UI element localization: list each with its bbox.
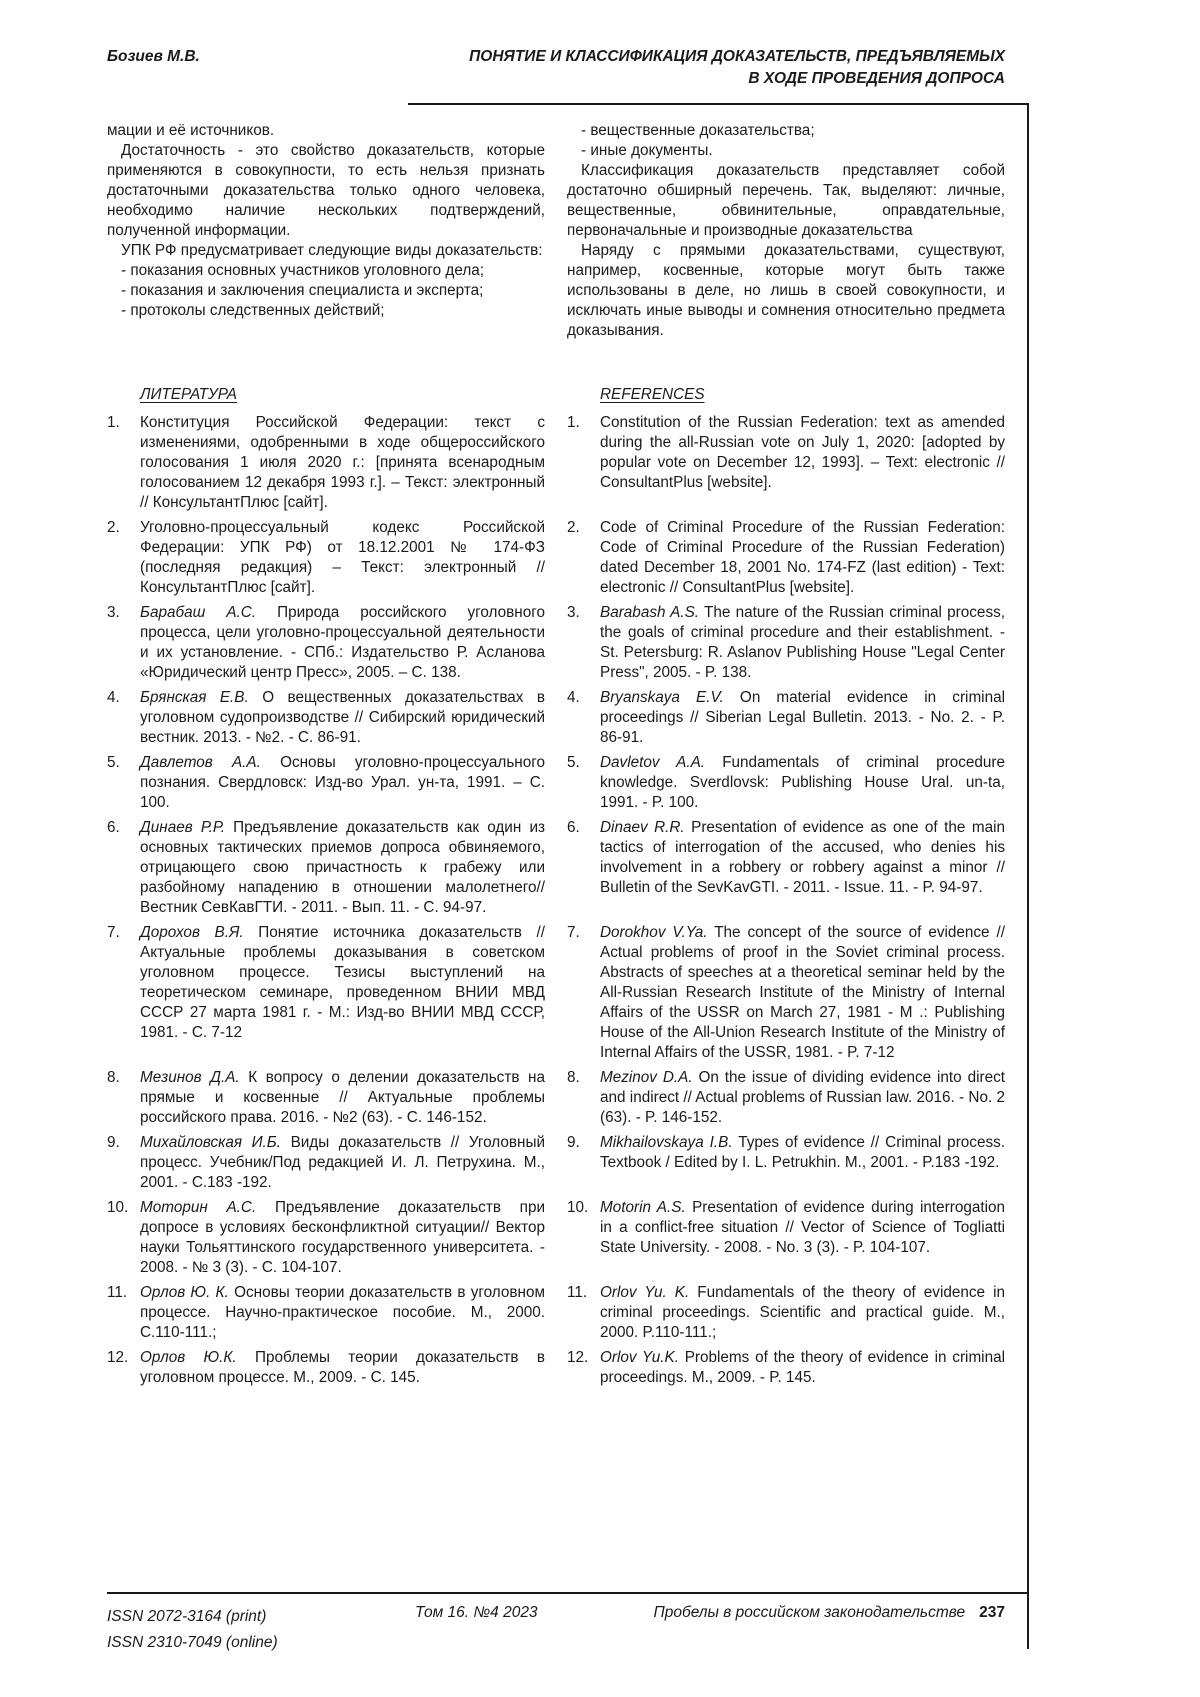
reference-number: 1. (107, 414, 120, 431)
reference-item-ru (107, 1283, 545, 1343)
reference-number: 5. (567, 754, 580, 771)
reference-number: 3. (567, 604, 580, 621)
reference-item-en (567, 1283, 1005, 1343)
reference-body (140, 923, 545, 1043)
left-column-intro (107, 121, 545, 341)
paragraph-direct-indirect: Наряду с прямыми доказательствами, существуют, например, косвенные, которые могут быть также использованы в деле, но лишь в своей совокупности, и исключать иные выводы и сомнения относительно предмета доказывания. (567, 242, 1005, 339)
reference-item-ru (107, 1133, 545, 1193)
reference-citation: The nature of the Russian criminal process, the goals of criminal procedure and their establishment. - St. Petersburg: R. Aslanov Publishing House "Legal Center Press", 2005. - P. 138. (600, 604, 1005, 681)
reference-body (600, 413, 1005, 493)
reference-item-en (567, 1133, 1005, 1173)
evidence-type-item: - показания основных участников уголовного дела; (121, 262, 485, 279)
reference-number: 2. (567, 519, 580, 536)
page-number: 237 (979, 1604, 1005, 1621)
reference-author: Bryanskaya E.V. (600, 689, 724, 706)
article-title-line-2: В ХОДЕ ПРОВЕДЕНИЯ ДОПРОСА (748, 70, 1005, 87)
reference-number: 1. (567, 414, 580, 431)
reference-number: 9. (107, 1134, 120, 1151)
reference-body (140, 413, 545, 513)
reference-citation: Problems of the theory of evidence in criminal proceedings. M., 2009. - P. 145. (600, 1349, 1005, 1386)
reference-number: 4. (567, 689, 580, 706)
reference-author: Davletov A.A. (600, 754, 706, 771)
reference-body (600, 1283, 1005, 1343)
reference-author: Орлов Ю.К. (140, 1349, 237, 1366)
reference-author: Барабаш А.С. (140, 604, 257, 621)
reference-number: 10. (567, 1199, 589, 1216)
reference-author: Михайловская И.Б. (140, 1134, 282, 1151)
reference-body (600, 1068, 1005, 1128)
reference-number: 6. (567, 819, 580, 836)
reference-body (140, 1133, 545, 1193)
reference-item-en (567, 1348, 1005, 1388)
reference-citation: On the issue of dividing evidence into direct and indirect // Actual problems of Russian law. 2016. - No. 2 (63). - P. 146-152. (600, 1069, 1005, 1126)
reference-item-en (567, 1068, 1005, 1128)
reference-body (600, 518, 1005, 598)
article-title-line-1: ПОНЯТИЕ И КЛАССИФИКАЦИЯ ДОКАЗАТЕЛЬСТВ, ПРЕДЪЯВЛЯЕМЫХ (469, 48, 1005, 65)
footer-rule (107, 1592, 1028, 1594)
reference-author: Dinaev R.R. (600, 819, 685, 836)
volume-info: Том 16. №4 2023 (415, 1604, 538, 1621)
reference-number: 6. (107, 819, 120, 836)
vertical-rule (1027, 103, 1029, 1649)
paragraph-upk: УПК РФ предусматривает следующие виды доказательств: (121, 242, 543, 259)
paragraph-continuation: мации и её источников. (107, 122, 275, 139)
issn-online: ISSN 2310-7049 (online) (107, 1634, 278, 1651)
reference-citation: Уголовно-процессуальный кодекс Российской Федерации: УПК РФ) от 18.12.2001 № 174-ФЗ (последняя редакция) – Текст: электронный // КонсультантПлюс [сайт]. (140, 519, 545, 596)
reference-body (600, 603, 1005, 683)
reference-citation: Code of Criminal Procedure of the Russian Federation: Code of Criminal Procedure of the Russian Federation) dated December 18, 2001 No. 174-FZ (last edition) - Text: electronic // ConsultantPlus [website]. (600, 519, 1005, 596)
reference-citation: The concept of the source of evidence // Actual problems of proof in the Soviet criminal process. Abstracts of speeches at a theoretical seminar held by the All-Russian Research Institute of the Ministry of Internal Affairs of the USSR on March 27, 1981 - M .: Publishing House of the All-Union Research Institute of the Ministry of Internal Affairs of the USSR, 1981. - P. 7-12 (600, 924, 1005, 1061)
intro-columns (107, 121, 1005, 341)
reference-item-en (567, 518, 1005, 598)
reference-item-ru (107, 1348, 545, 1388)
article-title (469, 46, 1005, 90)
reference-body (140, 753, 545, 813)
reference-author: Mikhailovskaya I.B. (600, 1134, 733, 1151)
reference-citation: К вопросу о делении доказательств на прямые и косвенные // Актуальные проблемы российского права. 2016. - №2 (63). - С. 146-152. (140, 1069, 545, 1126)
reference-body (140, 1283, 545, 1343)
page-header (107, 46, 1005, 90)
reference-number: 9. (567, 1134, 580, 1151)
reference-citation: Types of evidence // Criminal process. Textbook / Edited by I. L. Petrukhin. M., 2001. - P.183 -192. (600, 1134, 1005, 1171)
reference-body (140, 1068, 545, 1128)
reference-author: Дорохов В.Я. (140, 924, 244, 941)
reference-author: Motorin A.S. (600, 1199, 686, 1216)
reference-body (140, 1348, 545, 1388)
reference-number: 3. (107, 604, 120, 621)
reference-body (600, 753, 1005, 813)
reference-citation: Проблемы теории доказательств в уголовном процессе. М., 2009. - С. 145. (140, 1349, 545, 1386)
journal-name: Пробелы в российском законодательстве (653, 1604, 966, 1621)
reference-author: Orlov Yu. K. (600, 1284, 690, 1301)
reference-number: 8. (567, 1069, 580, 1086)
evidence-type-item: - протоколы следственных действий; (121, 302, 385, 319)
references-section (107, 341, 1005, 1393)
reference-number: 12. (567, 1349, 589, 1366)
reference-citation: Presentation of evidence as one of the main tactics of interrogation of the accused, who denies his involvement in a robbery or robbery against a minor // Bulletin of the SevKavGTI. - 2011. - Issue. 11. - P. 94-97. (600, 819, 1006, 896)
reference-number: 7. (107, 924, 120, 941)
reference-number: 12. (107, 1349, 129, 1366)
reference-citation: Fundamentals of the theory of evidence in criminal proceedings. Scientific and practical guide. M., 2000. P.110-111.; (600, 1284, 1005, 1341)
reference-body (600, 818, 1005, 898)
literature-heading: ЛИТЕРАТУРА (140, 386, 237, 403)
reference-citation: Понятие источника доказательств // Актуальные проблемы доказывания в советском уголовном процессе. Тезисы выступлений на теоретическом семинаре, проведенном ВНИИ МВД СССР 27 марта 1981 г. - М.: Изд-во ВНИИ МВД СССР, 1981. - С. 7-12 (140, 924, 546, 1041)
reference-item-ru (107, 1068, 545, 1128)
reference-body (600, 1348, 1005, 1388)
reference-item-en (567, 413, 1005, 493)
evidence-type-item: - вещественные доказательства; (581, 122, 815, 139)
reference-author: Динаев Р.Р. (140, 819, 225, 836)
reference-citation: Основы теории доказательств в уголовном процессе. Научно-практическое пособие. М., 2000. С.110-111.; (140, 1284, 545, 1341)
paragraph-sufficiency: Достаточность - это свойство доказательств, которые применяются в совокупности, то есть нельзя признать достаточными доказательства только одного человека, необходимо наличие нескольких подтверждений, полученной информации. (107, 142, 545, 239)
right-column-intro (567, 121, 1005, 341)
reference-number: 11. (567, 1284, 588, 1301)
reference-item-ru (107, 413, 545, 513)
reference-number: 2. (107, 519, 120, 536)
reference-item-ru (107, 518, 545, 598)
reference-body (600, 1133, 1005, 1173)
reference-item-ru (107, 818, 545, 918)
reference-citation: Presentation of evidence during interrogation in a conflict-free situation // Vector of Science of Togliatti State University. - 2008. - No. 3 (3). - P. 104-107. (600, 1199, 1005, 1256)
reference-item-ru (107, 1198, 545, 1278)
reference-author: Орлов Ю. К. (140, 1284, 229, 1301)
reference-item-ru (107, 923, 545, 1043)
author-name: Бозиев М.В. (107, 48, 200, 65)
reference-number: 7. (567, 924, 580, 941)
evidence-type-item: - показания и заключения специалиста и эксперта; (121, 282, 484, 299)
header-rule (408, 103, 1028, 105)
reference-body (600, 1198, 1005, 1258)
reference-number: 8. (107, 1069, 120, 1086)
reference-item-en (567, 923, 1005, 1063)
issn-block (107, 1604, 278, 1656)
reference-citation: Конституция Российской Федерации: текст с изменениями, одобренными в ходе общероссийского голосования 1 июля 2020 г.: [принята всенародным голосованием 12 декабря 1993 г.]. – Текст: электронный // КонсультантПлюс [сайт]. (140, 414, 545, 511)
reference-author: Давлетов А.А. (140, 754, 261, 771)
reference-number: 5. (107, 754, 120, 771)
reference-author: Mezinov D.A. (600, 1069, 693, 1086)
reference-body (600, 688, 1005, 748)
reference-citation: Виды доказательств // Уголовный процесс. Учебник/Под редакцией И. Л. Петрухина. М., 2001. - С.183 -192. (140, 1134, 545, 1191)
page-content (107, 121, 1005, 1393)
reference-item-ru (107, 603, 545, 683)
reference-item-en (567, 753, 1005, 813)
references-heading: REFERENCES (600, 386, 705, 403)
reference-item-ru (107, 753, 545, 813)
reference-citation: Fundamentals of criminal procedure knowledge. Sverdlovsk: Publishing House Ural. un-ta, 1991. - P. 100. (600, 754, 1005, 811)
reference-citation: Природа российского уголовного процесса, цели уголовно-процессуальной деятельности и их установление. - СПб.: Издательство Р. Асланова «Юридический центр Пресс», 2005. – С. 138. (140, 604, 545, 681)
reference-author: Orlov Yu.K. (600, 1349, 679, 1366)
reference-item-en (567, 818, 1005, 898)
reference-citation: Constitution of the Russian Federation: text as amended during the all-Russian vote on July 1, 2020: [adopted by popular vote on December 12, 1993]. – Text: electronic // ConsultantPlus [website]. (600, 414, 1005, 491)
reference-body (140, 688, 545, 748)
reference-citation: Основы уголовно-процессуального познания. Свердловск: Изд-во Урал. ун-та, 1991. – С. 100. (140, 754, 545, 811)
reference-author: Мезинов Д.А. (140, 1069, 240, 1086)
reference-author: Barabash A.S. (600, 604, 700, 621)
reference-item-ru (107, 688, 545, 748)
reference-number: 11. (107, 1284, 128, 1301)
reference-body (140, 603, 545, 683)
issn-print: ISSN 2072-3164 (print) (107, 1608, 267, 1625)
reference-citation: О вещественных доказательствах в уголовном судопроизводстве // Сибирский юридический вестник. 2013. - №2. - С. 86-91. (140, 689, 545, 746)
reference-author: Брянская Е.В. (140, 689, 249, 706)
reference-body (140, 1198, 545, 1278)
reference-author: Моторин А.С. (140, 1199, 257, 1216)
reference-number: 4. (107, 689, 120, 706)
reference-body (140, 818, 545, 918)
reference-item-en (567, 1198, 1005, 1258)
reference-item-en (567, 603, 1005, 683)
reference-author: Dorokhov V.Ya. (600, 924, 708, 941)
reference-body (140, 518, 545, 598)
paragraph-classification: Классификация доказательств представляет собой достаточно обширный перечень. Так, выделяют: личные, вещественные, обвинительные, оправдательные, первоначальные и производные доказательства (567, 162, 1005, 239)
reference-citation: Предъявление доказательств как один из основных тактических приемов допроса обвиняемого, отрицающего свою причастность к грабежу или разбойному нападению в отношении малолетнего// Вестник СевКавГТИ. - 2011. - Вып. 11. - С. 94-97. (140, 819, 546, 916)
reference-item-en (567, 688, 1005, 748)
reference-citation: Предъявление доказательств при допросе в условиях бесконфликтной ситуации// Вектор науки Тольяттинского государственного университета. - 2008. - № 3 (3). - С. 104-107. (140, 1199, 545, 1276)
journal-block (654, 1604, 1006, 1622)
evidence-type-item: - иные документы. (581, 142, 713, 159)
reference-citation: On material evidence in criminal proceedings // Siberian Legal Bulletin. 2013. - No. 2. - P. 86-91. (600, 689, 1005, 746)
reference-body (600, 923, 1005, 1063)
reference-number: 10. (107, 1199, 129, 1216)
